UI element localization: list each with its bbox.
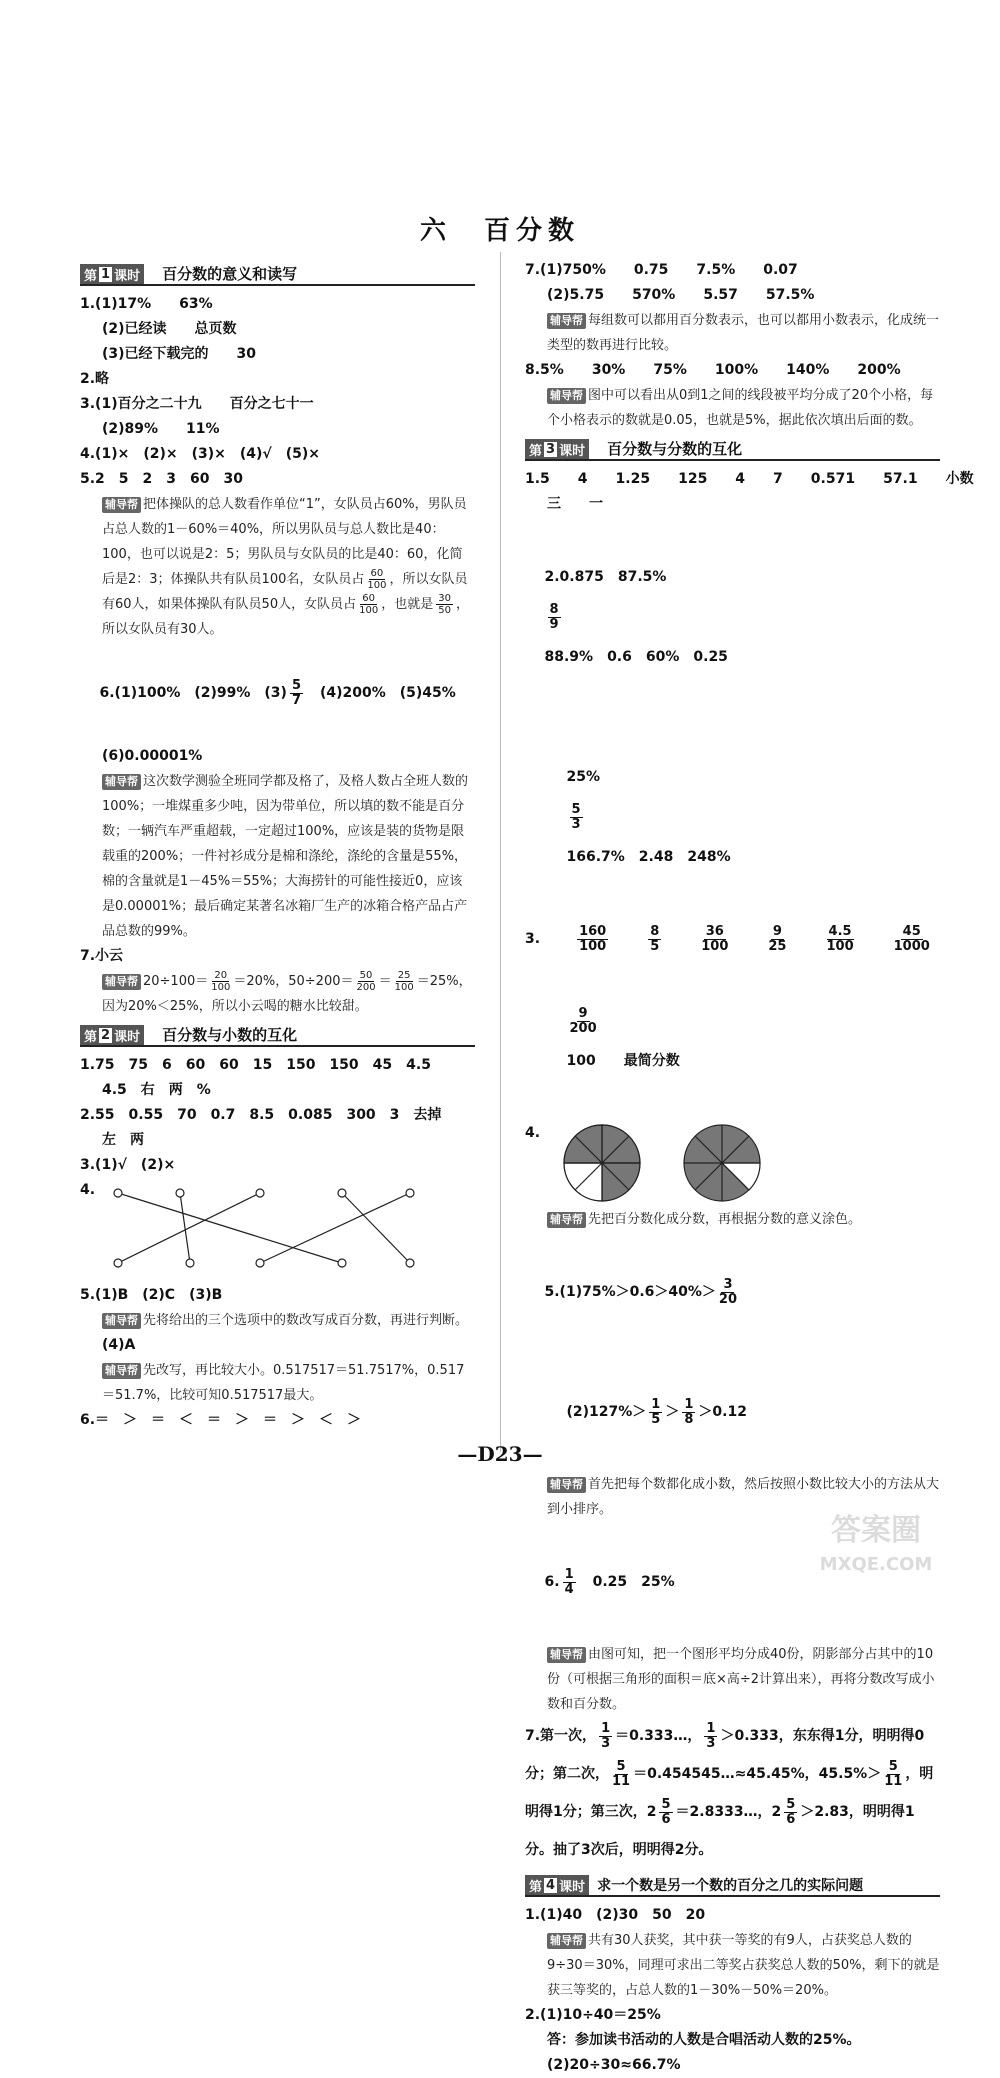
numerator: 36 (705, 923, 724, 939)
answer-text: 7.第一次， (525, 1728, 597, 1744)
svg-text:MXQE.COM: MXQE.COM (819, 1554, 933, 1575)
explanation-text: 女队员占 (312, 572, 365, 587)
explanation-text: ，也就是 (381, 597, 434, 612)
answer-line: (2)5.75 570% 5.57 57.5% (547, 287, 815, 303)
match-node (406, 1259, 414, 1267)
lesson-tag-pre: 第 (529, 1879, 543, 1895)
numerator: 60 (362, 593, 376, 604)
explanation-text: 共有30人获奖，其中获一等奖的有9人，占获奖总人数的9÷30＝30%，同理可求出二等奖占获奖总人数的50%，剩下的就是获三等奖的，占总人数的1－30%－50%＝20%。 (547, 1933, 940, 1998)
denominator: 200 (356, 982, 376, 993)
fraction (290, 679, 303, 708)
lesson-tag-num: 2 (101, 1027, 111, 1043)
explanation-text: 先把百分数化成分数，再根据分数的意义涂色。 (588, 1212, 862, 1227)
lesson-tag (525, 1875, 589, 1895)
fraction (826, 925, 853, 954)
denominator: 50 (438, 605, 451, 616)
lesson-tag (80, 1025, 144, 1045)
tutor-tag: 辅导帮 (102, 974, 141, 990)
numerator: 1 (684, 1396, 694, 1412)
answer-line: 三 一 (547, 496, 603, 512)
numerator: 5 (888, 1758, 898, 1774)
denominator: 200 (569, 1020, 597, 1036)
lesson-title: 百分数的意义和读写 (162, 265, 298, 283)
fraction (570, 1007, 597, 1036)
fraction (894, 925, 930, 954)
denominator: 6 (786, 1811, 796, 1827)
denominator: 3 (571, 816, 581, 832)
fraction (784, 1798, 797, 1827)
match-node (256, 1259, 264, 1267)
numerator: 8 (650, 923, 660, 939)
numerator: 5 (786, 1796, 796, 1812)
answer-text: 3. (525, 931, 541, 947)
numerator: 5 (571, 801, 581, 817)
answer-line (525, 717, 940, 917)
fraction (359, 593, 378, 616)
answer-line: (2)20÷30≈66.7% (547, 2057, 681, 2073)
lesson-1-header (80, 262, 475, 286)
left-column (80, 258, 475, 1433)
answer-text: ＞ (665, 1404, 680, 1420)
denominator: 8 (684, 1411, 694, 1427)
denominator: 20 (718, 1291, 738, 1307)
fraction (357, 970, 376, 993)
tutor-tag: 辅导帮 (102, 774, 141, 790)
explanation-text: 人，女队员占 (278, 597, 357, 612)
answer-text: 100 最简分数 (566, 1053, 680, 1069)
answer-text: 166.7% 2.48 248% (566, 849, 731, 865)
numerator: 1 (651, 1396, 661, 1412)
page-number: —D23— (457, 1442, 543, 1466)
answer-line: 3.(1)√ (2)× (80, 1157, 176, 1173)
fraction (211, 970, 230, 993)
answer-line (525, 961, 940, 1121)
fraction (612, 1760, 630, 1789)
lesson-title: 求一个数是另一个数的百分之几的实际问题 (597, 1878, 864, 1894)
lesson-tag-num: 1 (101, 266, 111, 282)
lesson-tag-pre: 第 (84, 268, 98, 284)
explanation-text: 这次数学测验全班同学都及格了，及格人数占全班人数的100%；一堆煤重多少吨，因为带单位，所以填的数不能是百分数；一辆汽车严重超载，一定超过100%，应该是装的货物是限载重的200%；一件衬衫成分是棉和涤纶，涤纶的含量是55%，棉的含量就是1－45%＝55%；大海捞针的可能性接近0，应该是0.00001%；最后确定某著名冰箱厂生产的冰箱合格产品占产品总数的99%。 (102, 774, 469, 939)
answer-line: 3.(1)百分之二十九 百分之七十一 (80, 396, 314, 412)
tutor-tag: 辅导帮 (102, 1313, 141, 1329)
numerator: 160 (579, 923, 607, 939)
numerator: 5 (291, 677, 301, 693)
denominator: 100 (367, 580, 387, 591)
explanation (525, 1207, 940, 1232)
denominator: 100 (701, 938, 729, 954)
answer-line: 1.(1)40 (2)30 50 20 (525, 1907, 706, 1923)
answer-line (525, 917, 940, 961)
lesson-tag-pre: 第 (84, 1029, 98, 1045)
pie-diagrams (544, 1121, 924, 1205)
explanation-text: 每组数可以都用百分数表示，也可以都用小数表示，化成统一类型的数再进行比较。 (547, 313, 940, 353)
fraction (682, 1398, 695, 1427)
denominator: 5 (650, 938, 660, 954)
answer-line: 4.(1)× (2)× (3)× (4)√ (5)× (80, 446, 321, 462)
tutor-tag: 辅导帮 (547, 1647, 586, 1663)
fraction (719, 1278, 737, 1307)
explanation-text: ，所以女队员有30人。 (102, 597, 469, 637)
denominator: 25 (768, 938, 787, 954)
answer-line: 2.略 (80, 371, 110, 387)
denominator: 100 (359, 605, 379, 616)
answer-line (525, 1121, 940, 1207)
explanation (525, 308, 940, 358)
answer-line (525, 1717, 940, 1869)
answer-text: (4)200% (5)45% (305, 685, 456, 701)
page-title: 六 百分数 (419, 216, 580, 246)
numerator: 1 (601, 1720, 611, 1736)
answer-text: 6. (544, 1574, 560, 1590)
fraction (548, 603, 561, 632)
numerator: 25 (397, 970, 411, 981)
fraction (648, 925, 661, 954)
watermark-logo (776, 1500, 976, 1580)
answer-text: ＝2.8333…，2 (675, 1804, 782, 1820)
lesson-3-header (525, 437, 940, 461)
answer-text: 明得1分。抽了3次后，明明得2分。 (525, 1804, 915, 1858)
denominator: 3 (601, 1735, 611, 1751)
lesson-4-header (525, 1873, 940, 1897)
denominator: 100 (394, 982, 414, 993)
answer-line (80, 642, 475, 744)
answer-text: (2)127%＞ (566, 1404, 647, 1420)
answer-line: 1.75 75 6 60 60 15 150 150 45 4.5 (80, 1057, 431, 1073)
fraction (701, 925, 728, 954)
lesson-tag-post: 课时 (114, 268, 141, 284)
circle-diagram-1 (564, 1125, 640, 1201)
answer-text: 2.0.875 87.5% (544, 569, 667, 585)
numerator: 4.5 (828, 923, 852, 939)
explanation-text: 首先把每个数都化成小数，然后按照小数比较大小的方法从大到小排序。 (547, 1477, 940, 1517)
denominator: 5 (651, 1411, 661, 1427)
fraction (395, 970, 414, 993)
explanation-text: 由图可知，把一个图形平均分成40份，阴影部分占其中的10份（可根据三角形的面积＝底×高÷2计算出来），再将分数改写成小数和百分数。 (547, 1647, 935, 1712)
explanation-text: ＝25%，因为20%＜25%，所以小云喝的糖水比较甜。 (102, 974, 472, 1014)
match-node (338, 1189, 346, 1197)
denominator: 11 (612, 1773, 631, 1789)
tutor-tag: 辅导帮 (547, 1212, 586, 1228)
match-node (256, 1189, 264, 1197)
denominator: 6 (661, 1811, 671, 1827)
answer-line: 4. (80, 1182, 96, 1198)
explanation-text: ＝20%，50÷200＝ (233, 974, 354, 989)
denominator: 1000 (893, 938, 930, 954)
answer-text: ＝0.454545…≈45.45%，45.5%＞ (633, 1766, 882, 1782)
tutor-tag: 辅导帮 (547, 1477, 586, 1493)
explanation-text: 图中可以看出从0到1之间的线段被平均分成了20个小格，每个小格表示的数就是0.05，也就是5%，据此依次填出后面的数。 (547, 388, 934, 428)
lesson-tag (525, 439, 589, 459)
explanation (525, 1928, 940, 2003)
answer-line: 4.5 右 两 % (102, 1082, 211, 1098)
numerator: 50 (359, 970, 373, 981)
explanation-text: 先将给出的三个选项中的数改写成百分数，再进行判断。 (143, 1313, 469, 1328)
match-node (186, 1259, 194, 1267)
tutor-tag: 辅导帮 (102, 497, 141, 513)
numerator: 8 (549, 601, 559, 617)
lesson-tag-num: 3 (546, 441, 556, 457)
answer-text: 分；第二次， (525, 1766, 609, 1782)
tutor-tag: 辅导帮 (547, 1933, 586, 1949)
match-node (338, 1259, 346, 1267)
denominator: 100 (826, 938, 854, 954)
answer-line (525, 1232, 940, 1352)
fraction (704, 1722, 717, 1751)
answer-line: 8.5% 30% 75% 100% 140% 200% (525, 362, 901, 378)
answer-line: (6)0.00001% (102, 748, 203, 764)
numerator: 9 (578, 1005, 588, 1021)
answer-text: ＞2.83，明 (800, 1804, 877, 1820)
lesson-tag (80, 264, 144, 284)
explanation (80, 492, 475, 642)
explanation-text: ＝ (378, 974, 392, 989)
answer-line: 2.(1)10÷40＝25% (525, 2007, 661, 2023)
answer-line: 7.小云 (80, 948, 124, 964)
lesson-title: 百分数与小数的互化 (162, 1026, 298, 1044)
match-node (406, 1189, 414, 1197)
answer-line: 左 两 (102, 1132, 144, 1148)
numerator: 5 (661, 1796, 671, 1812)
answer-line: 5.2 5 2 3 60 30 (80, 471, 243, 487)
answer-text: 4. (525, 1125, 541, 1141)
explanation-text: 先改写，再比较大小。0.517517＝51.7517%，0.517＝51.7%，比较可知0.517517最大。 (102, 1363, 465, 1403)
answer-text: ＞0.12 (698, 1404, 747, 1420)
answer-line: 5.(1)B (2)C (3)B (80, 1287, 223, 1303)
svg-text:答案圈: 答案圈 (831, 1513, 921, 1548)
answer-line: 1.5 4 1.25 125 4 7 0.571 57.1 小数 (525, 471, 974, 487)
answer-line: 答：参加读书活动的人数是合唱活动人数的25%。 (547, 2032, 861, 2048)
answer-line: 2.55 0.55 70 0.7 8.5 0.085 300 3 去掉 (80, 1107, 442, 1123)
answer-text: 0.25 25% (592, 1574, 675, 1590)
right-column (525, 258, 974, 2078)
explanation (80, 969, 475, 1019)
answer-text: ＝0.333…， (615, 1728, 702, 1744)
answer-text: 明得1分；第三次，2 (525, 1804, 657, 1820)
numerator: 5 (616, 1758, 626, 1774)
explanation (80, 1358, 475, 1408)
denominator: 11 (884, 1773, 903, 1789)
answer-text: 6.(1)100% (2)99% (3) (99, 685, 287, 701)
denominator: 4 (564, 1581, 574, 1597)
lesson-tag-post: 课时 (559, 443, 586, 459)
explanation (525, 1642, 940, 1717)
denominator: 100 (211, 982, 231, 993)
answer-line: (2)89% 11% (102, 421, 220, 437)
numerator: 9 (772, 923, 782, 939)
match-node (114, 1189, 122, 1197)
denominator: 9 (549, 616, 559, 632)
tutor-tag: 辅导帮 (102, 1363, 141, 1379)
fraction (563, 1568, 576, 1597)
fraction (367, 568, 386, 591)
denominator: 3 (706, 1735, 716, 1751)
column-divider (500, 252, 501, 1452)
answer-text: ＞0.333，东东得1分，明明得0 (720, 1728, 925, 1744)
answer-line: (2)已经读 总页数 (102, 321, 237, 337)
lesson-tag-num: 4 (546, 1877, 556, 1893)
answer-line (525, 517, 940, 717)
fraction (884, 1760, 902, 1789)
numerator: 20 (214, 970, 228, 981)
circle-diagram-2 (684, 1125, 760, 1201)
explanation-text: 把体操队的总人数看作单位“1”，女队员占60%，男队员占总人数的1－60%＝40%，所以男队员与总人数比是40：100，也可以说是2：5；男队员与女队员的比是40：60，化简后是2：3；体操队共有队员100名， (102, 497, 467, 587)
lesson-tag-pre: 第 (529, 443, 543, 459)
explanation (80, 1308, 475, 1333)
explanation-text: ，所以女队员有60人，如果体操队有队员50 (102, 572, 468, 612)
match-node (114, 1259, 122, 1267)
numerator: 1 (564, 1566, 574, 1582)
answer-line: (3)已经下载完的 30 (102, 346, 257, 362)
tutor-tag: 辅导帮 (547, 388, 586, 404)
lesson-tag-post: 课时 (559, 1879, 586, 1895)
fraction (570, 803, 583, 832)
fraction (649, 1398, 662, 1427)
answer-line: 1.(1)17% 63% (80, 296, 213, 312)
numerator: 30 (438, 593, 451, 604)
explanation (80, 769, 475, 944)
denominator: 100 (579, 938, 607, 954)
answer-text: ，明 (905, 1766, 934, 1782)
explanation-text: 20÷100＝ (143, 974, 209, 989)
answer-line: 6.＝ ＞ ＝ ＜ ＝ ＞ ＝ ＞ ＜ ＞ (80, 1412, 362, 1428)
numerator: 45 (902, 923, 921, 939)
numerator: 60 (370, 568, 384, 579)
denominator: 7 (291, 692, 301, 708)
match-node (176, 1189, 184, 1197)
fraction (659, 1798, 672, 1827)
fraction (768, 925, 786, 954)
lesson-2-header (80, 1023, 475, 1047)
lesson-tag-post: 课时 (114, 1029, 141, 1045)
matching-diagram (80, 1183, 475, 1283)
lesson-title: 百分数与分数的互化 (607, 440, 743, 458)
fraction (599, 1722, 612, 1751)
answer-line: (4)A (102, 1337, 136, 1353)
answer-line: 7.(1)750% 0.75 7.5% 0.07 (525, 262, 798, 278)
fraction (577, 925, 608, 954)
tutor-tag: 辅导帮 (547, 313, 586, 329)
numerator: 3 (723, 1276, 733, 1292)
answer-text: 25% (566, 769, 601, 785)
answer-text: 5.(1)75%＞0.6＞40%＞ (544, 1284, 716, 1300)
numerator: 1 (706, 1720, 716, 1736)
fraction (436, 593, 453, 616)
explanation (525, 383, 940, 433)
answer-text: 88.9% 0.6 60% 0.25 (544, 649, 728, 665)
